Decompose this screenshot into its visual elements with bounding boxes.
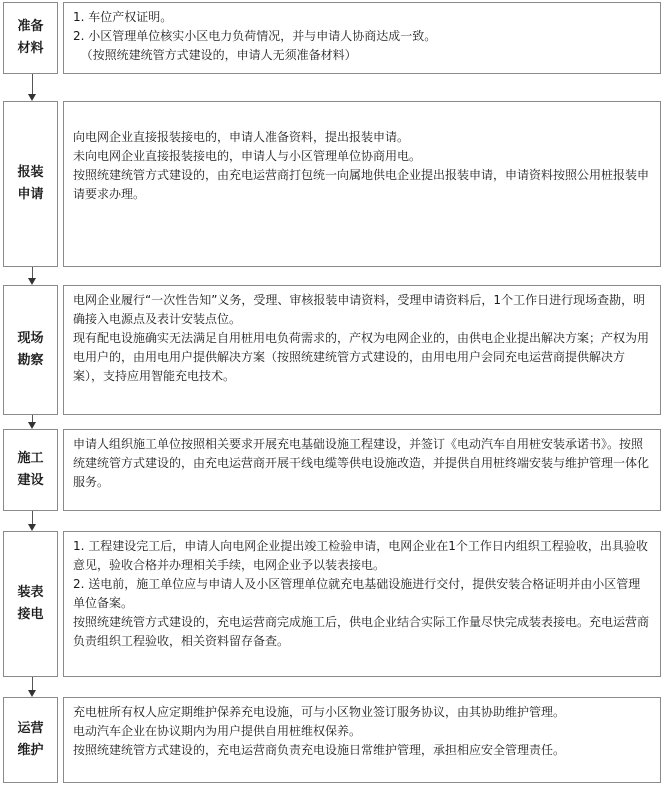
step-line: 申请人组织施工单位按照相关要求开展充电基础设施工程建设，并签订《电动汽车自用桩安装承诺书》。按照统建统管方式建设的，由充电运营商开展干线电缆等供电设施改造，并提供自用桩终端安装与维护管理一体化服务。 (73, 437, 650, 489)
flow-arrow-2 (28, 267, 38, 285)
step-line: 现有配电设施确实无法满足自用桩用电负荷需求的，产权为电网企业的，由供电企业提出解决方案；产权为用电用户的，由用电用户提供解决方案（按照统建统管方式建设的，由用电用户会同充电运营商提供解决方案），支持应用智能充电技术。 (73, 331, 650, 383)
step-label: 装表 接电 (3, 531, 58, 677)
flow-arrow-3 (28, 415, 38, 429)
step-line: 向电网企业直接报装接电的，申请人准备资料，提出报装申请。 (73, 130, 410, 144)
step-line: 按照统建统管方式建设的，由充电运营商打包统一向属地供电企业提出报装申请，申请资料按照公用桩报装申请要求办理。 (73, 168, 650, 201)
step-line: 电动汽车企业在协议期内为用户提供自用桩维权保养。 (73, 724, 362, 738)
step-line: 未向电网企业直接报装接电的，申请人与小区管理单位协商用电。 (73, 149, 422, 163)
step-line: 1. 工程建设完工后，申请人向电网企业提出竣工检验申请，电网企业在1个工作日内组织工程验收，出具验收意见，验收合格并办理相关手续，电网企业予以装表接电。 (73, 539, 648, 572)
step-label: 准备 材料 (3, 2, 58, 74)
step-line: 2. 送电前，施工单位应与申请人及小区管理单位就充电基础设施进行交付，提供安装合格证明并由小区管理单位备案。 (73, 577, 641, 610)
step-site-survey (0, 285, 664, 415)
flow-arrow-4 (28, 511, 38, 531)
step-content (63, 429, 661, 511)
step-label: 运营 维护 (3, 697, 58, 783)
step-line: 电网企业履行“一次性告知”义务，受理、审核报装申请资料，受理申请资料后，1个工作日进行现场查勘，明确接入电源点及表计安装点位。 (73, 293, 646, 326)
step-meter-connection (0, 531, 664, 677)
flow-arrow-5 (28, 677, 38, 697)
step-line: 充电桩所有权人应定期维护保养充电设施，可与小区物业签订服务协议，由其协助维护管理。 (73, 705, 566, 719)
step-label: 现场 勘察 (3, 285, 58, 415)
step-content (63, 101, 661, 267)
step-line: 2. 小区管理单位核实小区电力负荷情况，并与申请人协商达成一致。 (73, 29, 437, 43)
step-content (63, 2, 661, 74)
step-content (63, 531, 661, 677)
step-apply (0, 101, 664, 267)
step-content (63, 697, 661, 783)
step-content (63, 285, 661, 415)
step-construction (0, 429, 664, 511)
step-line: 1. 车位产权证明。 (73, 10, 173, 24)
step-line: （按照统建统管方式建设的，申请人无须准备材料） (73, 48, 357, 62)
step-prepare-materials (0, 2, 664, 74)
step-operation-maintenance (0, 697, 664, 783)
step-line: 按照统建统管方式建设的，充电运营商完成施工后，供电企业结合实际工作量尽快完成装表接电。充电运营商负责组织工程验收，相关资料留存备查。 (73, 615, 650, 648)
step-line: 按照统建统管方式建设的，充电运营商负责充电设施日常维护管理，承担相应安全管理责任。 (73, 743, 566, 757)
flow-arrow-1 (28, 74, 38, 101)
step-label: 报装 申请 (3, 101, 58, 267)
step-label: 施工 建设 (3, 429, 58, 511)
